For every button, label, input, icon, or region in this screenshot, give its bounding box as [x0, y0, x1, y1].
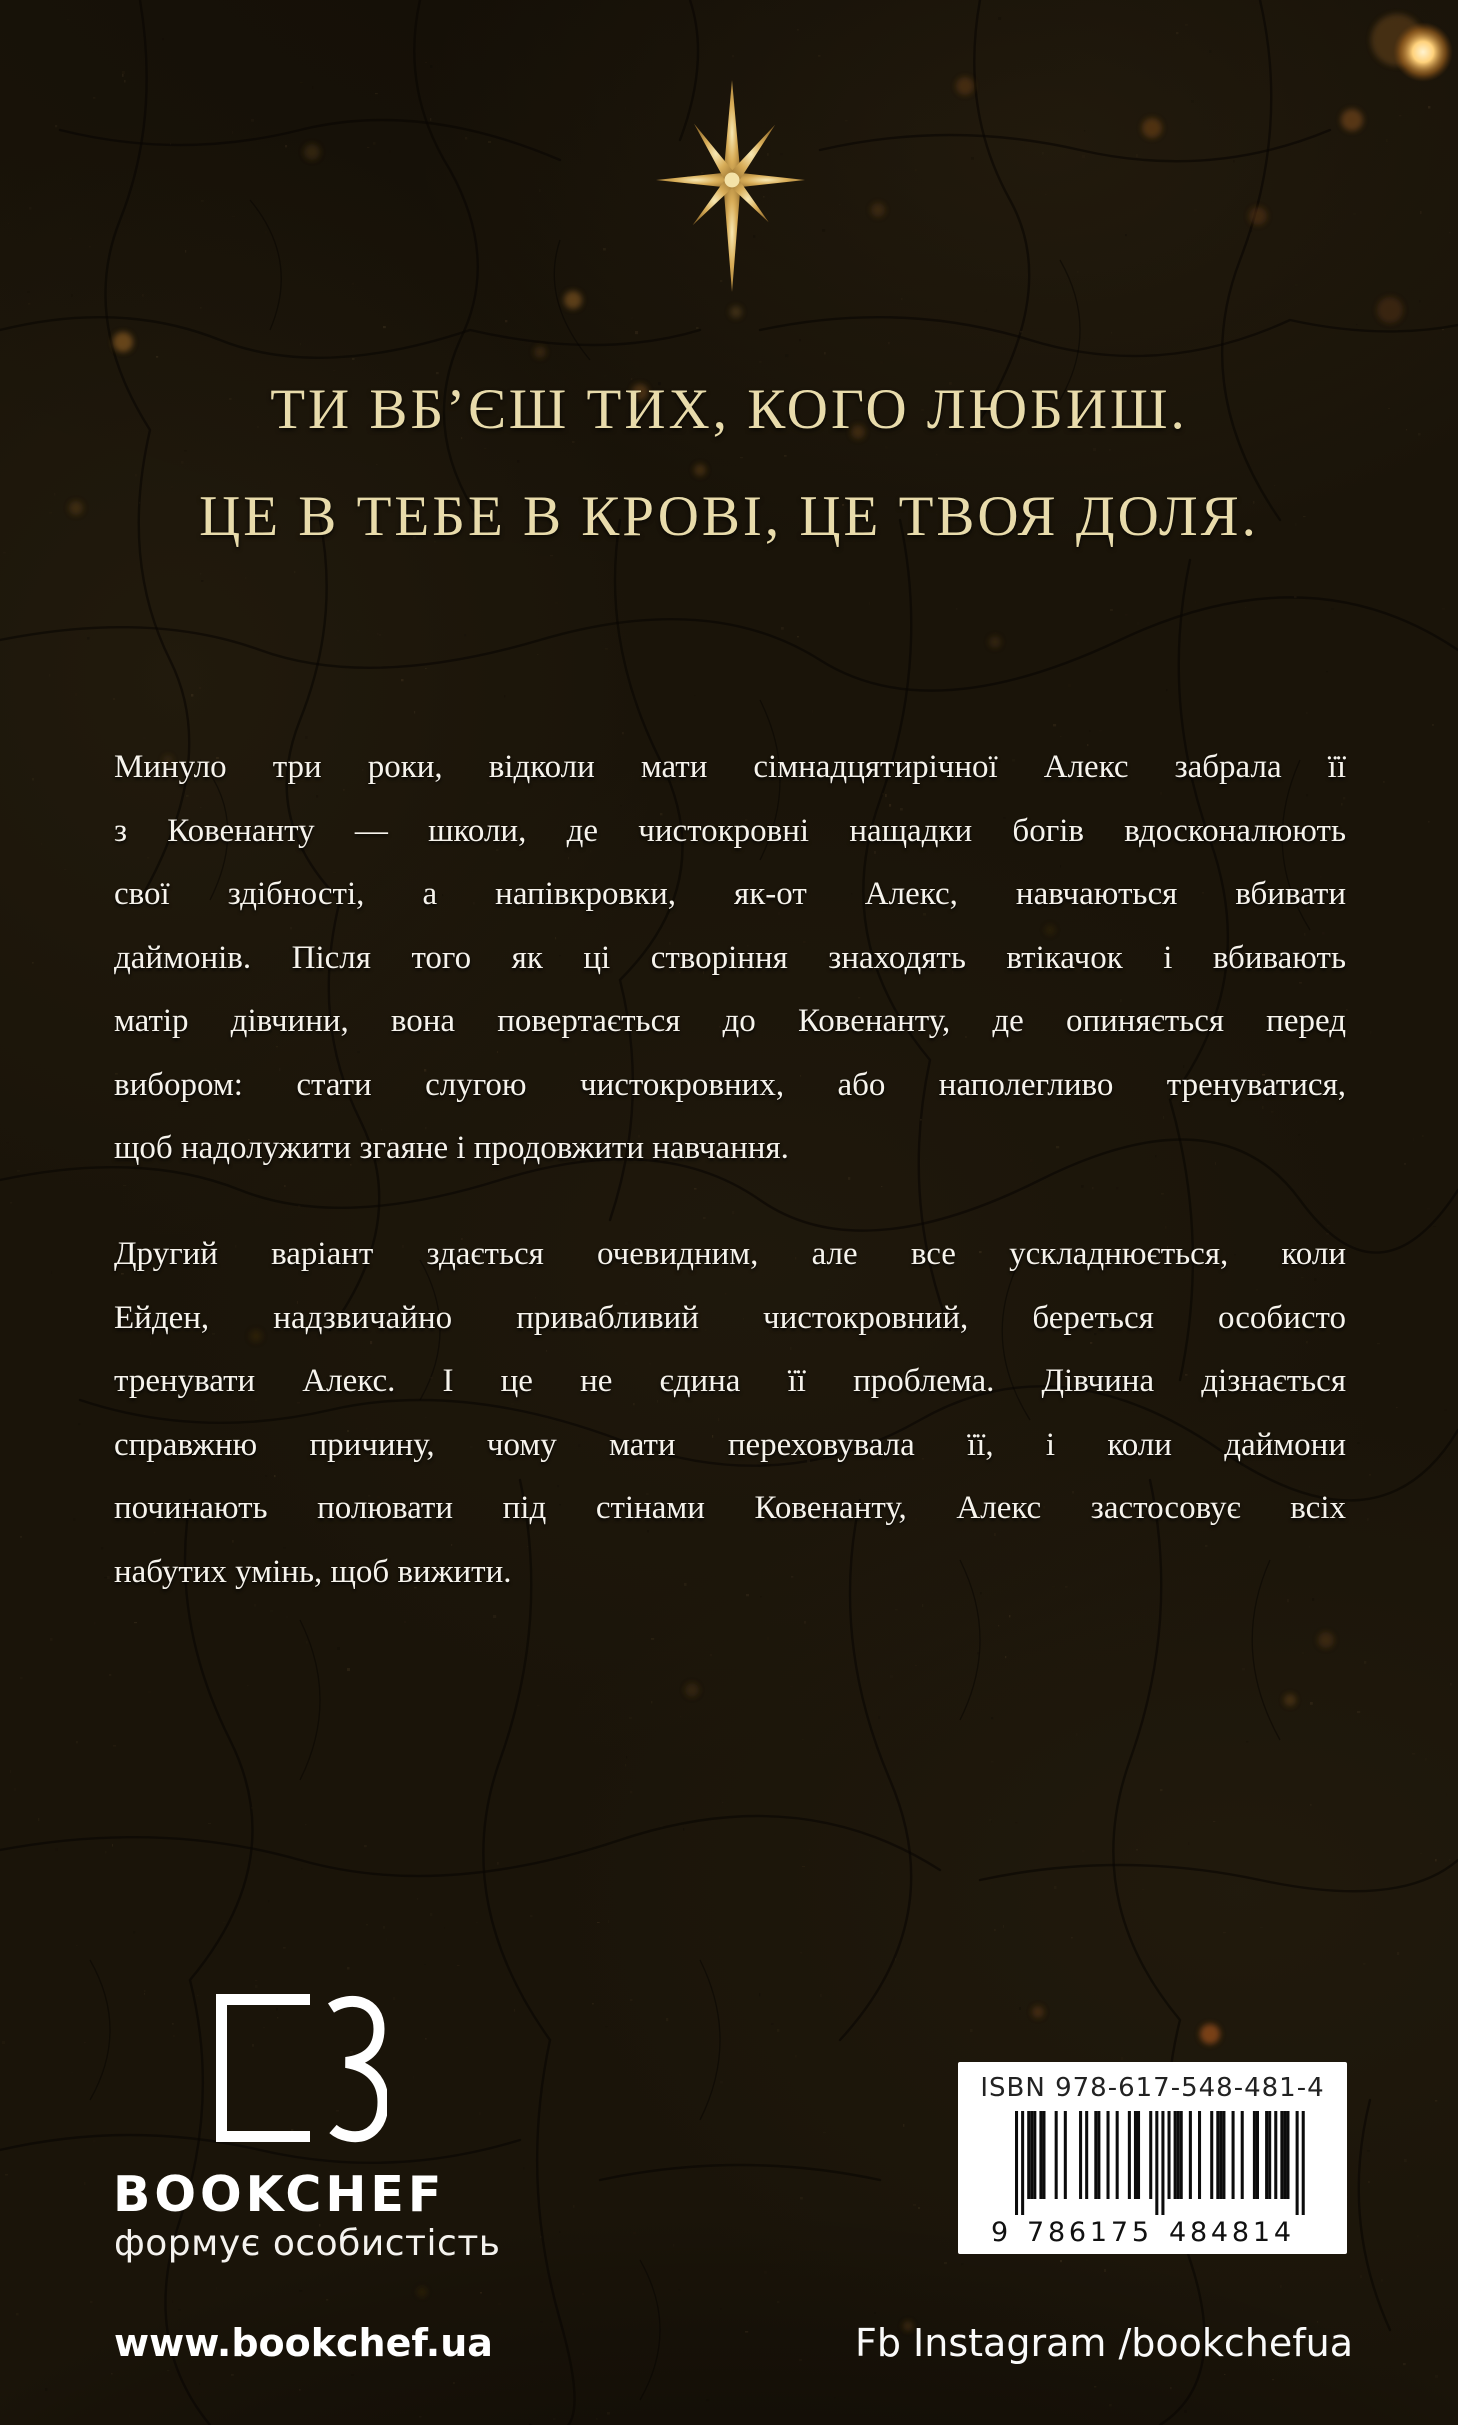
- synopsis-line: вибором: стати слугою чистокровних, або наполегливо тренуватися,: [114, 1066, 1346, 1103]
- synopsis-line: з Ковенанту — школи, де чистокровні нащадки богів вдосконалюють: [114, 812, 1346, 849]
- synopsis-line: справжню причину, чому мати переховувала її, і коли даймони: [114, 1426, 1346, 1463]
- synopsis-line: матір дівчини, вона повертається до Ковенанту, де опиняється перед: [114, 1003, 1346, 1039]
- synopsis-line: свої здібності, а напівкровки, як-от Алекс, навчаються вбивати: [114, 876, 1346, 912]
- synopsis-line: щоб надолужити згаяне і продовжити навчання.: [114, 1130, 789, 1166]
- ean13-barcode: [983, 2107, 1323, 2249]
- synopsis-line: тренувати Алекс. І це не єдина її проблема. Дівчина дізнається: [114, 1363, 1346, 1399]
- publisher-website: www.bookchef.ua: [114, 2321, 493, 2365]
- svg-text:484814: 484814: [1168, 2217, 1291, 2248]
- synopsis-line: набутих умінь, щоб вижити.: [114, 1553, 512, 1590]
- bookchef-logo-icon: [215, 1993, 387, 2143]
- synopsis-line: Минуло три роки, відколи мати сімнадцятирічної Алекс забрала її: [114, 749, 1346, 785]
- publisher-name: BOOKCHEF: [113, 2166, 446, 2223]
- synopsis-paragraph-2: [114, 1223, 1346, 1604]
- svg-text:9: 9: [990, 2217, 1008, 2248]
- spark-glow: [1393, 22, 1453, 82]
- isbn-barcode-box: [958, 2062, 1347, 2254]
- publisher-social-handles: Fb Instagram /bookchefua: [855, 2321, 1353, 2365]
- synopsis-line: Ейден, надзвичайно привабливий чистокровний, береться особисто: [114, 1299, 1346, 1336]
- tagline-line2: ЦЕ В ТЕБЕ В КРОВІ, ЦЕ ТВОЯ ДОЛЯ.: [199, 485, 1259, 548]
- publisher-slogan: формує особистість: [114, 2223, 501, 2264]
- svg-text:786175: 786175: [1026, 2217, 1149, 2248]
- tagline-line1: ТИ ВБ’ЄШ ТИХ, КОГО ЛЮБИШ.: [270, 378, 1188, 441]
- synopsis-line: Другий варіант здається очевидним, але все ускладнюється, коли: [114, 1236, 1346, 1272]
- isbn-label: ISBN 978-617-548-481-4: [980, 2073, 1325, 2103]
- star-ornament-icon: [630, 60, 835, 305]
- synopsis-line: даймонів. Після того як ці створіння знаходять втікачок і вбивають: [114, 939, 1346, 976]
- synopsis-line: починають полювати під стінами Ковенанту, Алекс застосовує всіх: [114, 1490, 1346, 1526]
- synopsis-paragraph-1: [114, 736, 1346, 1181]
